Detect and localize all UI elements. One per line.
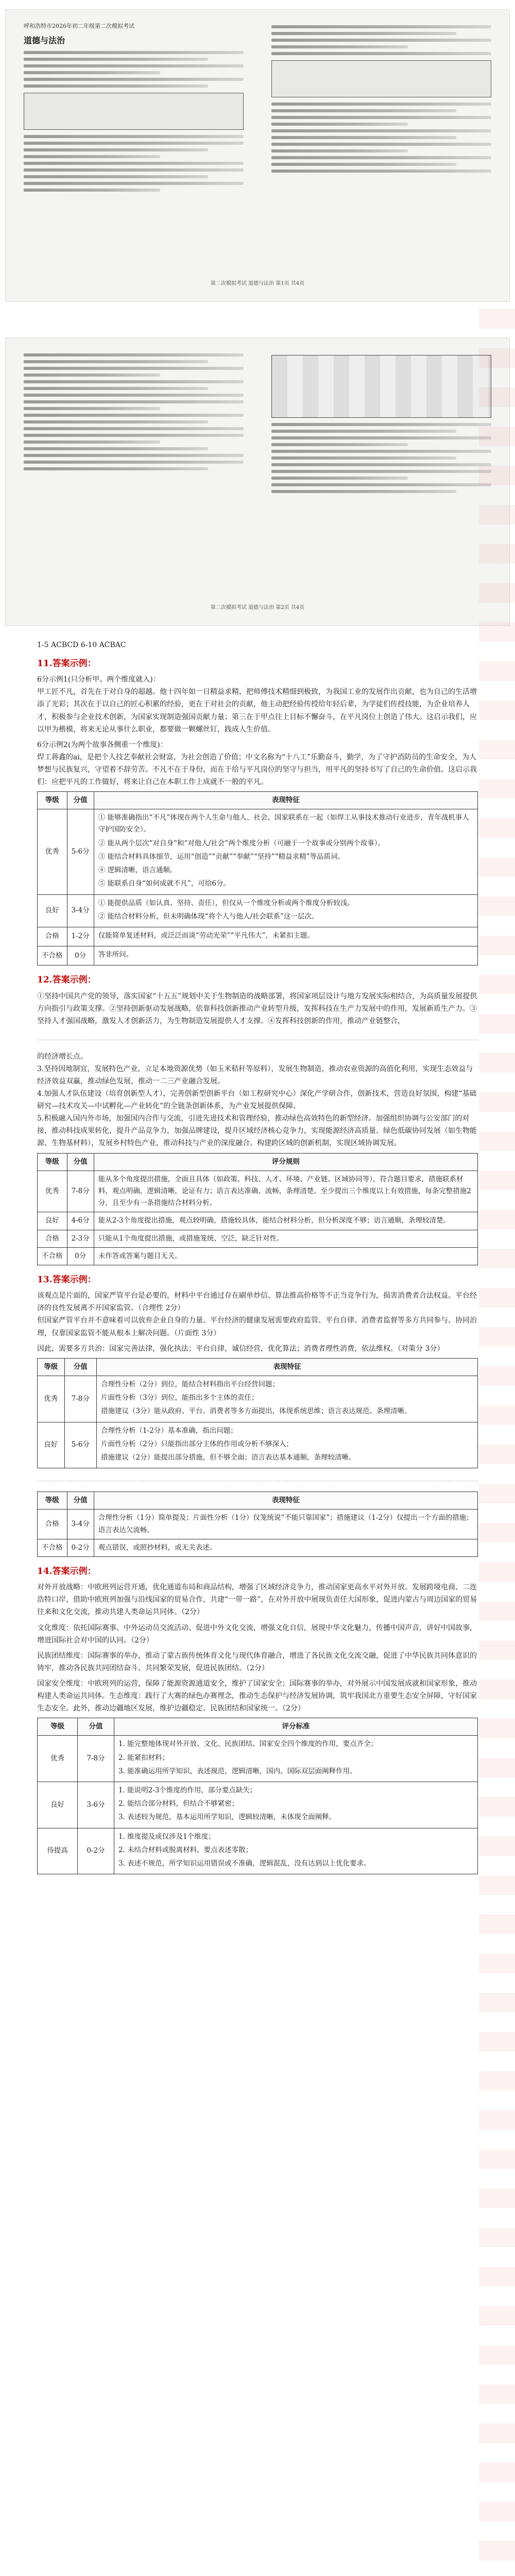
level-cell: 良好 (38, 1782, 78, 1828)
scan-right-column-2 (271, 350, 491, 614)
rule-line: 合理性分析（1-2分）基本准确，指出问题； (100, 1426, 237, 1435)
table-row (38, 1376, 478, 1422)
score-cell: 3-4分 (67, 1510, 94, 1539)
level-cell: 优秀 (38, 1736, 78, 1782)
level-cell: 待提高 (38, 1828, 78, 1874)
rule-line: ④ 逻辑清晰，语言通顺。 (98, 866, 177, 875)
q13-paragraph-1: 该观点是片面的，国家严管平台是必要的，材料中平台通过存在刷单炒信、算法推高价格等不正当竞争行为，损害消费者合法权益。平台经济的良性发展离不开国家监管。（合理性 2分） 但国家严管平台并不意味着可以放弃企业自身的力量。平台经济的健康发展需要政府监管、平台自律、消费者监督等多方共同参与、协同治理，仅靠国家监管不能从根本上解决问题。（片面性 3分） (37, 1292, 477, 1337)
table-row (38, 1539, 478, 1556)
rule-line: 片面性分析（3分）到位，能指出多个主体的责任； (100, 1394, 259, 1402)
choice-answers: 1-5 ACBCD 6-10 ACBAC (37, 641, 126, 649)
rule-cell (94, 809, 477, 894)
rule-line: 措施建议（2分）能提出部分措施，但不够全面；语言表达基本通顺，条理较清晰。 (100, 1453, 356, 1462)
table-header: 分值 (64, 1358, 96, 1376)
rule-line: 措施建议（3分）能从政府、平台、消费者等多方面提出，体现系统思维；语言表达规范、条理清晰。 (100, 1407, 411, 1416)
rule-cell (96, 1422, 477, 1468)
rule-line: 1. 能完整地体现对外开放、文化、民族团结、国家安全四个维度的作用，要点齐全； (118, 1740, 378, 1749)
q11-example-1: 6分示例1(只分析甲、两个维度就入)： 甲工匠不凡，首先在于对自身的超越。他十四年如一日精益求精，把师傅技术精细到极致，为我国工业的发展作出贡献，也为自己的生活增添了光彩；其次在于以自己的匠心积累的经验，更在于对社会的贡献，他主动把经验传授给年轻后辈，为学徒们传授技能，为企业培养人才，积极参与企业技术创新，为国家实现制造强国贡献力量；第三在于甲点往上目标不懈奋斗，在平凡岗位上创造了伟大。这启示我们，应以甲为楷模，将来无论从事什么职业，都要做一颗螺丝钉，践成人生价值。 (37, 675, 477, 734)
q12-title: 12.答案示例： (37, 975, 96, 986)
rule-line: 2. 未结合材料或脱离材料，要点表述零散； (118, 1845, 253, 1854)
rule-line: 1. 能说明2-3个维度的作用，部分要点缺失； (118, 1786, 257, 1794)
table-row (38, 1422, 478, 1468)
rule-cell: 合理性分析（1分）简单提及；片面性分析（1分）仅笼统说“不能只靠国家”；措施建议（1-2分）仅提出一个方面的措施；语言表达欠流畅。 (94, 1510, 477, 1539)
table-row (38, 1736, 478, 1782)
table-row (38, 1828, 478, 1874)
exam-page-scan-1 (5, 9, 510, 302)
rule-cell (94, 927, 477, 946)
q14-item: 文化维度：依托国际赛事、中外运动员交流活动、促进中外文化交流，增强文化自信，展现中华文化魅力，传播中国声音，讲好中国故事，增进国际社会对中国的认同。（2分） (37, 1623, 477, 1645)
rule-cell: 能从多个角度提出措施，全面且具体（如政策、科技、人才、环境、产业链、区域协同等），符合题目要求，措施联系材料，观点明确，逻辑清晰，论证有力；语言表达准确、流畅，条理清楚。至少提出三个维度以上有效措施，每条完整措施2分，且至少有一条措施结合材料分析。 (94, 1171, 477, 1212)
level-cell: 不合格 (38, 1247, 67, 1265)
q14-item: 国家安全维度：中欧班列的运营，保障了能源资源通道安全，维护了国家安全；国际赛事的举办，对外展示中国发展成就和国家形象，推动构建人类命运共同体。生态维度：践行了大赛的绿色办赛理念，推动生态保护与经济发展协调，筑牢我国北方重要生态安全屏障，守好国家生态安全。此外，推动边疆地区发展，维护边疆稳定、民族团结和国家统一。（2分） (37, 1679, 477, 1713)
rule-cell: 只能从1个角度提出措施，或措施笼统、空泛，缺乏针对性。 (94, 1230, 477, 1247)
q14-item: 对外开放战略：中欧班列运营开通，优化通道布局和商品结构，增强了区域经济竞争力，推动国家更高水平对外开放。发展跨境电商、二连浩特口岸，借助中欧班列加强与沿线国家的贸易合作，共建“一带一路”，在对外开放中展现负责任大国形象，促进内蒙古与周边国家的贸易往来和文化交流，推动共建人类命运共同体。（2分） (37, 1583, 477, 1617)
score-cell: 0分 (67, 946, 94, 965)
rule-line: 仅能简单复述材料，或泛泛而谈“劳动光荣”“平凡伟大”，未紧扣主题。 (98, 931, 314, 940)
score-cell: 7-8分 (64, 1376, 96, 1422)
table-row (38, 1510, 478, 1539)
table-header: 表现特征 (94, 792, 477, 809)
q11-title: 11.答案示例： (37, 658, 96, 669)
rule-line: 2. 能紧扣材料； (118, 1753, 169, 1762)
rule-line: ① 能提供品质（如认真、坚持、责任），但仅从一个维度分析或两个维度分析较浅。 (98, 899, 354, 907)
q13-paragraph-2: 因此，需要多方共治：国家完善法律，强化执法；平台自律，诚信经营，优化算法；消费者理性消费，依法维权。（对策分 3分） (37, 1344, 444, 1353)
scan-left-column (24, 22, 244, 290)
level-cell: 优秀 (38, 1171, 67, 1212)
level-cell: 不合格 (38, 1539, 67, 1556)
score-cell: 4-6分 (67, 1212, 94, 1230)
table-row (38, 946, 478, 965)
scan-table (271, 60, 491, 97)
level-cell: 不合格 (38, 946, 67, 965)
q11-example-2: 6分示例2(为两个故事各侧重一个维度)： 焊工蒋鑫的ai，是把个人技艺奉献社会财富，为社会创造了价值；中文名称为“十八工”乐勤奋斗，勤学，为了守护消防员的生命安全，为人梦想与民族复兴，守望着不辞劳苦。不凡不在于身份，而在于给与平凡岗位的坚守与担当，用平凡的坚持书写了自己的生命价值。这启示我们：应把平凡的工作做好，将来让自己在本职工作上成就不一般的平凡。 (37, 740, 477, 786)
scan-page-footer-2: 第二次模拟考试 道德与法治 第2页 共4页 (210, 605, 305, 611)
level-cell: 合格 (38, 1230, 67, 1247)
score-cell: 5-6分 (67, 809, 94, 894)
table-header: 分值 (78, 1718, 114, 1736)
table-header: 评分标准 (114, 1718, 477, 1736)
table-row (38, 1247, 478, 1265)
level-cell: 合格 (38, 1510, 67, 1539)
rule-line: ① 能够准确指出“不凡”体现在两个人生命与他人、社会、国家联系在一起（如焊工从事技术推动行业进步，青年战机事人守护国防安全）。 (98, 814, 469, 834)
watermark-strip (479, 309, 515, 2576)
answer-key (37, 639, 478, 1882)
level-cell: 良好 (38, 894, 67, 927)
rule-line: ③ 能结合材料具体细节，运用“创造”“贡献”“奉献”“坚持”“精益求精”等品质词。 (98, 852, 345, 861)
rule-cell (94, 894, 477, 927)
q12-paragraph-2: 的经济增长点。 3.坚持因地制宜，发展特色产业，立足本地资源优势（如玉米秸秆等原料），发展生物制造，推动农业资源的高值化利用，实现生态效益与经济效益双赢，推动绿色发展，推动一二三产业融合发展。 4.加强人才队伍建设（培育创新型人才），完善创新型创新平台（如工程研究中心）深化产学研合作，创新技术，营造良好氛围，构建“基础研究—技术攻关—中试孵化—产业转化”的全链条创新体系，为产业发展提供保障。 5.积极融入国内外市场，加强国内合作与交流，引进先进技术和管理经验，推动绿色高效特色的新型经济。加强组织协调与公安部门的对接，推动科技成果转化，提升产品竞争力，加强品牌建设，提升区域经济核心竞争力，实现能源经济高质量、绿色低碳协同发展（如生物能源、生物基材料），发展乡村特色产业，推动科技与产业的深度融合。构建跨区域的创新机制，实现区域协调发展。 (37, 1052, 477, 1148)
exam-page-scan-2 (5, 337, 510, 626)
table-row (38, 809, 478, 894)
table-header: 等级 (38, 1492, 67, 1510)
q12-scoring-table (37, 1153, 478, 1266)
rule-line: ② 能从两个层次“对自身”和“对他人/社会”两个维度分析（可融于一个故事或分别两个故事）。 (98, 839, 385, 848)
rule-cell (114, 1828, 477, 1874)
score-cell: 7-8分 (78, 1736, 114, 1782)
score-cell: 3-4分 (67, 894, 94, 927)
rule-line: 3. 能准确运用所学知识，表述规范，逻辑清晰，国内、国际双层面阐释作用。 (118, 1767, 357, 1775)
level-cell: 良好 (38, 1422, 65, 1468)
scan-exam-header: 呼和浩特市2026年初二年级第二次模拟考试 (24, 23, 134, 29)
q13-title: 13.答案示例： (37, 1275, 96, 1285)
score-cell: 3-6分 (78, 1782, 114, 1828)
table-header: 等级 (38, 792, 67, 809)
score-cell: 0分 (67, 1247, 94, 1265)
rule-line: 1. 维度提及或仅涉及1个维度； (118, 1832, 215, 1841)
level-cell: 优秀 (38, 1376, 65, 1422)
rule-line: ⑤ 能联系自身“如何成就不凡”，可给6分。 (98, 879, 230, 888)
rule-cell (114, 1736, 477, 1782)
scan-right-column (271, 22, 491, 290)
table-row (38, 927, 478, 946)
rule-line: ② 能结合材料分析，但未明确体现“将个人与他人/社会联系”这一层次。 (98, 912, 319, 921)
score-cell: 0-2分 (67, 1539, 94, 1556)
rule-line: 3. 表述较为规范，基本运用所学知识，逻辑较清晰，未体现全面阐释。 (118, 1813, 336, 1822)
rule-line: 答非所问。 (98, 951, 133, 959)
table-header: 分值 (67, 1153, 94, 1171)
level-cell: 良好 (38, 1212, 67, 1230)
rule-line: 合理性分析（2分）到位，能结合材料指出平台经营问题； (100, 1380, 280, 1388)
table-header: 分值 (67, 792, 94, 809)
level-cell: 优秀 (38, 809, 67, 894)
q12-paragraph-1: ①坚持中国共产党的领导，落实国家“十五五”规划中关于生物制造的战略部署，将国家项层设计与地方发展实际相结合，为高质量发展提供方向指引与政策支撑。②坚持创新驱动发展战略，依靠科技创新推动产业转型升级，发挥科技在生产力发展中的作用，发展新质生产力。③坚持人才强国战略，激发人才创新活力，为生物制造发展提供人才支撑。④发挥科技创新的作用，推动产业链整合， (37, 992, 477, 1025)
rule-cell (114, 1782, 477, 1828)
table-row (38, 894, 478, 927)
q14-item: 民族团结维度：国际赛事的举办，推动了蒙古族传统体育文化与现代体育融合，增进了各民族文化交流交融，促进了中华民族共同体意识的铸牢，推动各民族共同团结奋斗、共同繁荣发展，促进民族团结。（2分） (37, 1651, 477, 1672)
table-header: 等级 (38, 1153, 67, 1171)
scan-left-column-2 (24, 350, 244, 614)
scan-diagram (271, 355, 491, 418)
q13-scoring-table (37, 1358, 478, 1469)
level-cell: 合格 (38, 927, 67, 946)
scan-subject-title: 道德与法治 (24, 36, 65, 45)
q13-scoring-table-continued (37, 1492, 478, 1557)
table-row (38, 1782, 478, 1828)
rule-line: 片面性分析（2分）只能指出部分主体的作用或分析不够深入； (100, 1439, 294, 1448)
rule-cell: 能从2-3个角度提出措施，观点较明确，措施较具体，能结合材料分析，但分析深度不够；语言通顺，条理较清楚。 (94, 1212, 477, 1230)
score-cell: 7-8分 (67, 1171, 94, 1212)
score-cell: 1-2分 (67, 927, 94, 946)
scan-figure (24, 93, 244, 130)
rule-cell: 未作答或答案与题目无关。 (94, 1247, 477, 1265)
q14-scoring-table (37, 1718, 478, 1874)
table-header: 等级 (38, 1718, 78, 1736)
q14-title: 14.答案示例： (37, 1566, 96, 1577)
table-header: 评分规则 (94, 1153, 477, 1171)
score-cell: 0-2分 (78, 1828, 114, 1874)
table-row (38, 1212, 478, 1230)
rule-cell: 观点错误，或照抄材料，或无关表述。 (94, 1539, 477, 1556)
table-row (38, 1230, 478, 1247)
table-header: 等级 (38, 1358, 65, 1376)
q11-scoring-table (37, 791, 478, 965)
rule-line: 3. 表述不规范，所学知识运用错误或不准确，逻辑混乱，没有达到以上优化要求。 (118, 1859, 371, 1868)
rule-cell (96, 1376, 477, 1422)
table-header: 分值 (67, 1492, 94, 1510)
rule-cell (94, 946, 477, 965)
scan-page-footer: 第二次模拟考试 道德与法治 第1页 共4页 (210, 281, 305, 286)
table-row (38, 1171, 478, 1212)
rule-line: 2. 能结合部分材料，但结合不够紧密； (118, 1800, 239, 1808)
table-header: 表现特征 (96, 1358, 477, 1376)
score-cell: 2-3分 (67, 1230, 94, 1247)
table-header: 表现特征 (94, 1492, 477, 1510)
score-cell: 5-6分 (64, 1422, 96, 1468)
